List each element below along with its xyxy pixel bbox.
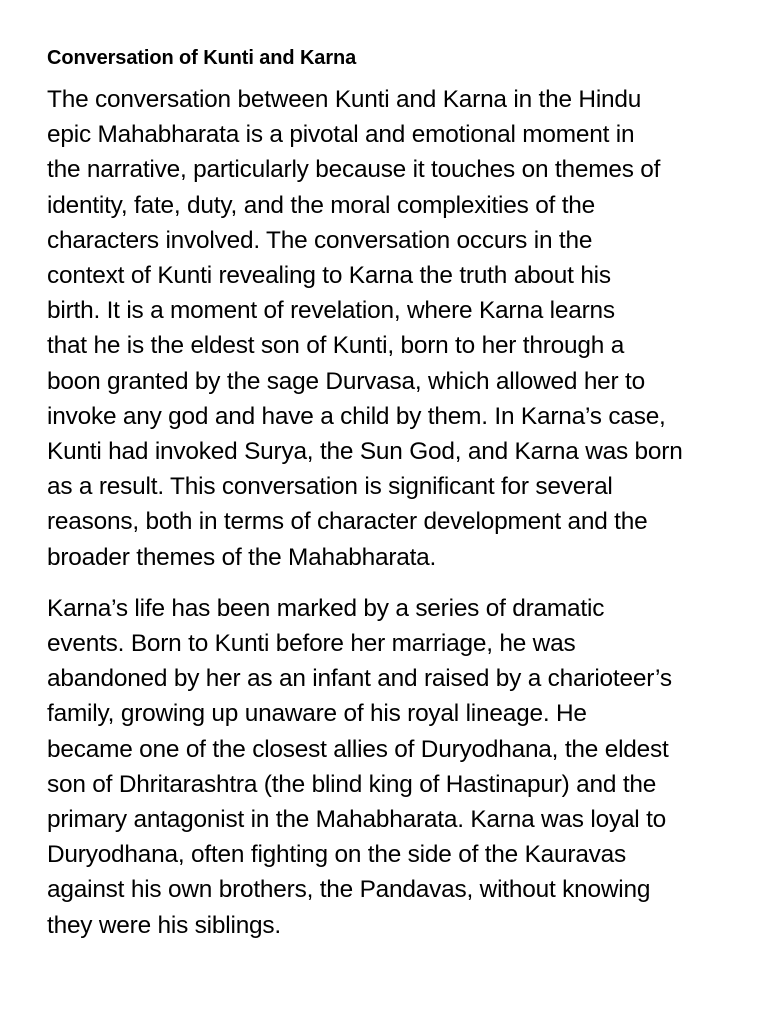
- text-line: broader themes of the Mahabharata.: [47, 543, 437, 571]
- text-line: The conversation between Kunti and Karna in the Hindu: [47, 86, 642, 113]
- text-line: became one of the closest allies of Duryodhana, the eldest: [47, 735, 669, 763]
- text-line: Karna’s life has been marked by a series of dramatic: [47, 594, 605, 622]
- text-line: reasons, both in terms of character development and the: [47, 508, 648, 536]
- document-title: Conversation of Kunti and Karna: [47, 47, 357, 69]
- text-line: identity, fate, duty, and the moral complexities of the: [47, 191, 596, 219]
- paragraph-1: [47, 82, 737, 575]
- text-line: that he is the eldest son of Kunti, born to her through a: [47, 332, 625, 360]
- text-line: abandoned by her as an infant and raised by a charioteer’s: [47, 665, 672, 693]
- text-line: birth. It is a moment of revelation, where Karna learns: [47, 297, 615, 325]
- text-line: they were his siblings.: [47, 911, 281, 939]
- text-line: characters involved. The conversation occurs in the: [47, 226, 593, 254]
- text-line: events. Born to Kunti before her marriage, he was: [47, 630, 576, 658]
- paragraph-2: [47, 591, 737, 943]
- text-line: son of Dhritarashtra (the blind king of Hastinapur) and the: [47, 770, 657, 798]
- text-line: context of Kunti revealing to Karna the truth about his: [47, 262, 611, 290]
- text-line: Kunti had invoked Surya, the Sun God, and Karna was born: [47, 438, 683, 466]
- text-line: primary antagonist in the Mahabharata. Karna was loyal to: [47, 806, 667, 834]
- text-line: the narrative, particularly because it touches on themes of: [47, 156, 661, 184]
- text-line: family, growing up unaware of his royal lineage. He: [47, 700, 587, 728]
- text-line: as a result. This conversation is significant for several: [47, 473, 613, 501]
- document-page: [47, 44, 737, 959]
- text-line: epic Mahabharata is a pivotal and emotional moment in: [47, 121, 635, 149]
- text-line: invoke any god and have a child by them. In Karna’s case,: [47, 402, 666, 430]
- text-line: Duryodhana, often fighting on the side of the Kauravas: [47, 841, 627, 869]
- text-line: boon granted by the sage Durvasa, which allowed her to: [47, 367, 645, 395]
- text-line: against his own brothers, the Pandavas, without knowing: [47, 876, 651, 904]
